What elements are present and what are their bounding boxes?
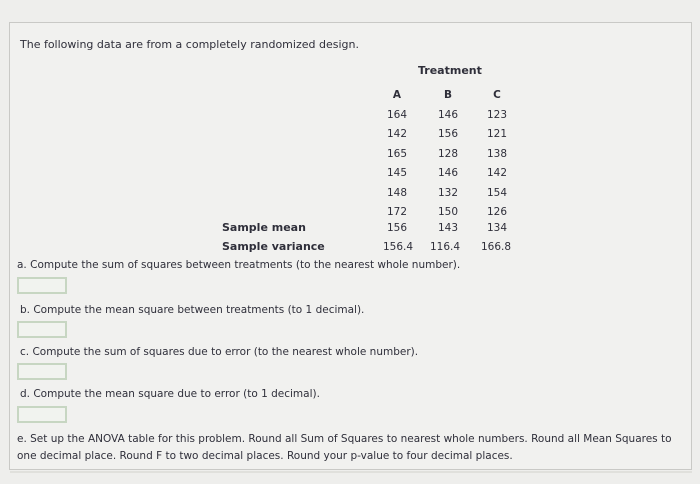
treatment-heading: Treatment: [418, 64, 482, 77]
anova-table-cutoff: [10, 471, 692, 473]
answer-input-d[interactable]: [17, 406, 67, 423]
question-d: d. Compute the mean square due to error (to 1 decimal).: [20, 388, 320, 400]
column-a: [377, 86, 417, 223]
question-panel: [9, 22, 692, 470]
cell: 121: [486, 128, 508, 140]
question-a: a. Compute the sum of squares between treatments (to the nearest whole number).: [17, 259, 461, 271]
sample-variance-label: Sample variance: [222, 240, 325, 253]
answer-input-a[interactable]: [17, 277, 67, 294]
question-c: c. Compute the sum of squares due to error (to the nearest whole number).: [20, 346, 419, 358]
variance-c: 166.8: [480, 241, 512, 253]
question-e: e. Set up the ANOVA table for this problem. Round all Sum of Squares to nearest whole numbers. Round all Mean Squares to one decimal place. Round F to two decimal places. Round your p-value to four decimal places.: [17, 433, 672, 462]
cell: 142: [486, 167, 508, 179]
answer-input-b[interactable]: [17, 321, 67, 338]
cell: 150: [437, 206, 459, 218]
column-header-a: A: [392, 89, 402, 101]
sample-mean-label: Sample mean: [222, 221, 306, 234]
answer-input-c[interactable]: [17, 363, 67, 380]
cell: 123: [486, 108, 508, 121]
cell: 148: [386, 186, 408, 199]
variance-b: 116.4: [429, 241, 461, 253]
cell: 156: [437, 128, 459, 140]
column-c: [477, 86, 517, 223]
mean-a: 156: [386, 222, 408, 234]
cell: 172: [386, 206, 408, 218]
mean-c: 134: [486, 222, 508, 234]
variance-a: 156.4: [382, 241, 414, 253]
cell: 132: [437, 186, 459, 199]
cell: 164: [386, 108, 408, 121]
cell: 145: [386, 167, 408, 179]
cell: 154: [486, 186, 508, 199]
cell: 128: [437, 147, 459, 160]
cell: 142: [386, 128, 408, 140]
column-header-c: C: [493, 89, 501, 101]
problem-intro: The following data are from a completely randomized design.: [20, 38, 359, 51]
cell: 165: [386, 147, 408, 160]
cell: 146: [437, 108, 459, 121]
column-header-b: B: [443, 89, 452, 101]
cell: 146: [437, 167, 459, 179]
mean-b: 143: [437, 222, 459, 234]
question-b: b. Compute the mean square between treatments (to 1 decimal).: [20, 304, 365, 316]
cell: 126: [486, 206, 508, 218]
cell: 138: [486, 147, 508, 160]
column-b: [428, 86, 468, 223]
